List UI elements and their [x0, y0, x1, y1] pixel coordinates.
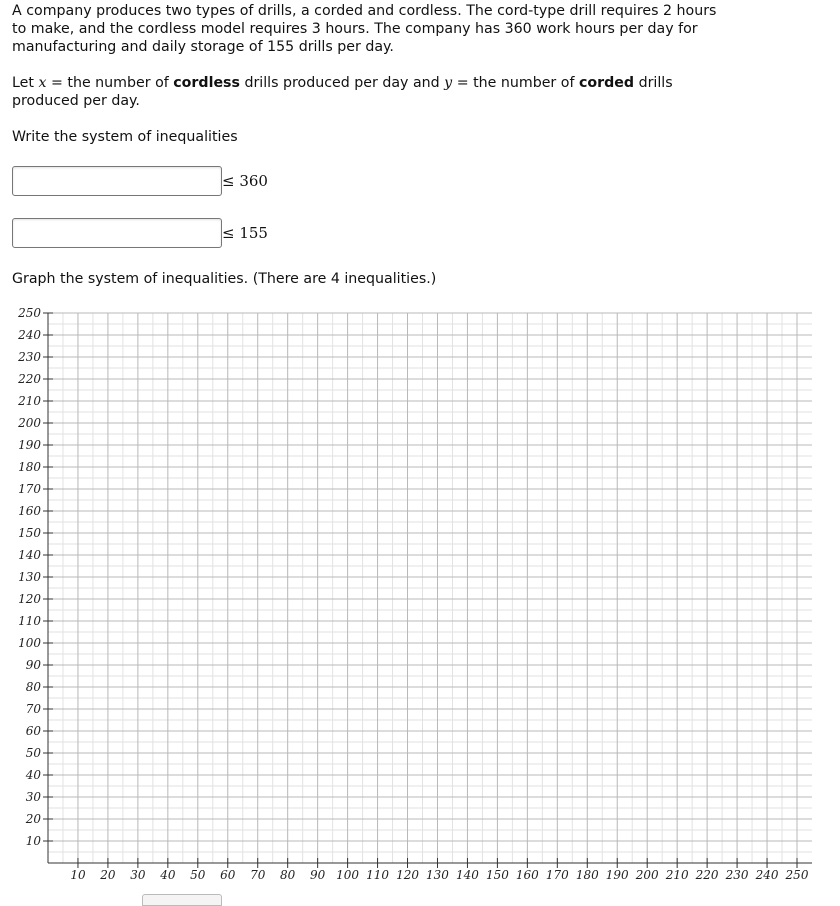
x-variable: x — [38, 75, 47, 91]
x-tick-label: 110 — [366, 868, 390, 882]
y-tick-label: 210 — [18, 394, 41, 408]
write-instruction: Write the system of inequalities — [12, 129, 238, 145]
y-tick-label: 230 — [18, 350, 41, 364]
y-tick-label: 100 — [18, 636, 41, 650]
x-tick-label: 80 — [280, 868, 296, 882]
x-tick-label: 90 — [309, 868, 326, 882]
x-tick-label: 50 — [190, 868, 206, 882]
hours-inequality-rhs: ≤ 360 — [222, 172, 268, 190]
y-tick-label: 60 — [25, 724, 41, 738]
y-tick-label: 180 — [18, 460, 41, 474]
cordless-emphasis: cordless — [173, 75, 240, 91]
inequality-graph[interactable] — [0, 296, 840, 886]
x-tick-label: 20 — [100, 868, 116, 882]
x-tick-label: 10 — [70, 868, 86, 882]
graph-instruction: Graph the system of inequalities. (There are 4 inequalities.) — [12, 271, 437, 287]
y-tick-label: 160 — [18, 504, 41, 518]
y-tick-label: 70 — [25, 702, 41, 716]
x-tick-label: 130 — [426, 868, 449, 882]
problem-statement: A company produces two types of drills, a corded and cordless. The cord-type drill requires 2 hours to make, and the cordless model requires 3 hours. The company has 360 work hours per day for manufacturing and daily storage of 155 drills per day. — [12, 3, 717, 55]
x-tick-label: 230 — [725, 868, 749, 882]
storage-inequality-rhs: ≤ 155 — [222, 224, 268, 242]
variable-definition: Let x = the number of cordless drills produced per day and y = the number of corded drills produced per day. — [12, 75, 673, 109]
y-tick-label: 20 — [25, 812, 41, 826]
x-tick-label: 170 — [545, 868, 569, 882]
y-tick-label: 150 — [18, 526, 41, 540]
y-tick-label: 40 — [25, 768, 41, 782]
x-tick-label: 200 — [635, 868, 659, 882]
storage-inequality-input[interactable] — [12, 218, 222, 248]
y-tick-label: 10 — [25, 834, 41, 848]
y-tick-label: 170 — [18, 482, 41, 496]
y-tick-label: 30 — [25, 790, 41, 804]
x-tick-label: 100 — [336, 868, 360, 882]
graph-tool-tab[interactable] — [142, 894, 222, 906]
y-tick-label: 110 — [18, 614, 41, 628]
hours-inequality-input[interactable] — [12, 166, 222, 196]
x-tick-label: 150 — [485, 868, 509, 882]
x-tick-label: 180 — [575, 868, 599, 882]
x-tick-label: 210 — [665, 868, 689, 882]
x-tick-label: 190 — [605, 868, 629, 882]
y-tick-label: 250 — [18, 306, 41, 320]
x-tick-label: 40 — [160, 868, 176, 882]
x-tick-label: 250 — [785, 868, 809, 882]
x-tick-label: 70 — [250, 868, 266, 882]
x-tick-label: 140 — [455, 868, 479, 882]
y-tick-label: 220 — [18, 372, 41, 386]
y-tick-label: 90 — [25, 658, 41, 672]
y-tick-label: 140 — [18, 548, 41, 562]
x-tick-label: 220 — [695, 868, 719, 882]
y-tick-label: 50 — [25, 746, 41, 760]
y-tick-label: 240 — [18, 328, 41, 342]
x-tick-label: 60 — [220, 868, 236, 882]
y-variable: y — [444, 75, 453, 91]
y-tick-label: 130 — [18, 570, 41, 584]
x-tick-label: 240 — [755, 868, 779, 882]
y-tick-label: 200 — [18, 416, 41, 430]
y-tick-label: 190 — [18, 438, 41, 452]
x-tick-label: 30 — [130, 868, 146, 882]
corded-emphasis: corded — [578, 75, 635, 91]
x-tick-label: 160 — [515, 868, 539, 882]
x-tick-label: 120 — [396, 868, 419, 882]
y-tick-label: 120 — [18, 592, 41, 606]
y-tick-label: 80 — [25, 680, 41, 694]
